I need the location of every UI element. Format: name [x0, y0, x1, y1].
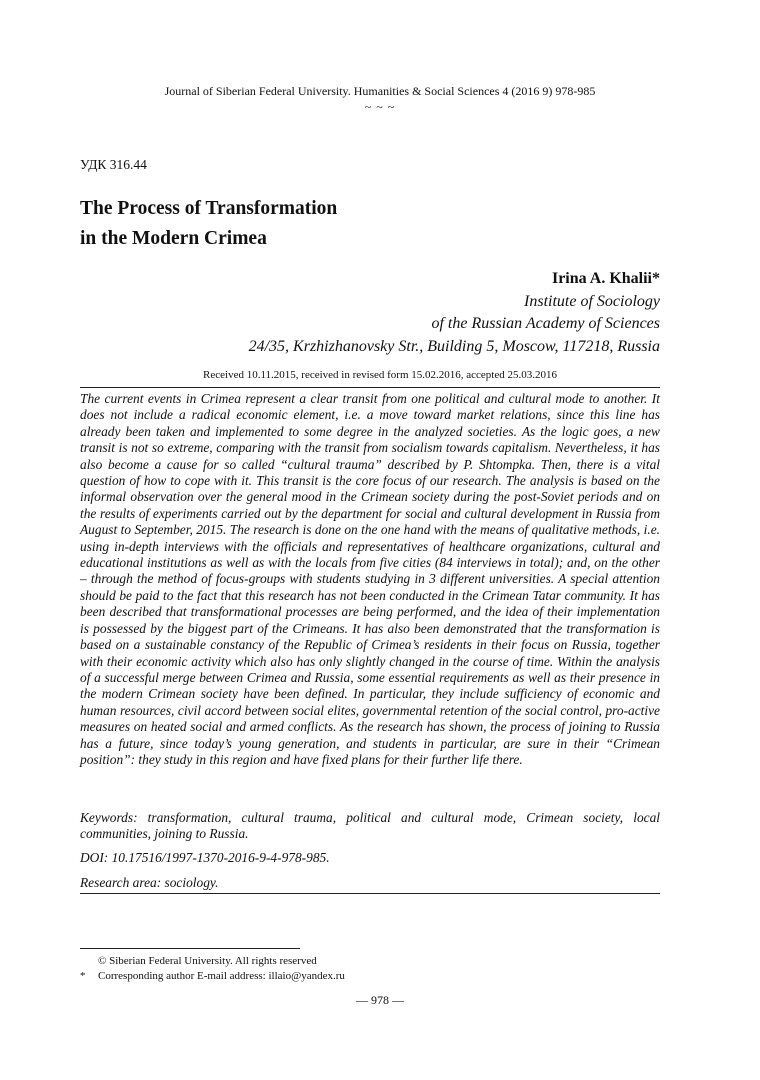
abstract-top-rule [80, 387, 660, 388]
title-line-2: in the Modern Crimea [80, 228, 267, 249]
author-block [249, 268, 660, 358]
abstract-bottom-rule [80, 893, 660, 894]
corresponding-author-note: Corresponding author E-mail address: illaio@yandex.ru [98, 970, 345, 982]
header-ornament: ~ ~ ~ [364, 100, 396, 114]
affiliation-line-1: Institute of Sociology [524, 292, 660, 310]
page-number: ― 978 ― [356, 993, 404, 1007]
article-title [80, 194, 337, 254]
doi: DOI: 10.17516/1997-1370-2016-9-4-978-985. [80, 850, 330, 865]
footnote-rule [80, 948, 300, 949]
copyright-note: © Siberian Federal University. All rights reserved [98, 955, 317, 967]
affiliation-line-2: of the Russian Academy of Sciences [431, 315, 660, 332]
abstract-text: The current events in Crimea represent a clear transit from one political and cultural mode to another. It does not include a radical economic element, i.e. a move toward market relations, since this line has already been taken and implemented to some degree in the analyzed societies. As the logic goes, a new transit is not so extreme, comparing with the transit from socialism towards capitalism. Nevertheless, it has also become a cause for so called “cultural trauma” described by P. Shtompka. Then, there is a vital question of how to cope with it. This transit is the core focus of our research. The analysis is based on the informal observation over the general mood in the Crimean society during the post-Soviet periods and on the results of experiments carried out by the department for social and cultural development in Russia from August to September, 2015. The research is done on the one hand with the means of qualitative methods, i.e. using in-depth interviews with the officials and representatives of healthcare organizations, cultural and educational institutions as well as with the locals from five cities (84 interviews in total); and, on the other – through the method of focus-groups with students studying in 3 different universities. A special attention should be paid to the fact that this research has not been conducted in the Crimean Tatar community. It has been described that transformational processes are being performed, and the idea of their implementation is possessed by the biggest part of the Crimeans. It has also been demonstrated that the transformation is based on a sustainable constancy of the Republic of Crimea’s residents in their focus on Russia, together with their economic activity which also has only slightly changed in the course of time. Within the analysis of a successful merge between Crimea and Russia, some essential requirements as well as their presence in the modern Crimean society have been defined. In particular, they include sufficiency of economic and human resources, civil accord between social elites, governmental retention of the social control, pro-active measures on heated social and armed conflicts. As the research has shown, the process of joining to Russia has a future, since today’s young generation, and students in particular, are sure in their “Crimean position”: they study in this region and have fixed plans for their further life there. [80, 391, 660, 767]
received-dates: Received 10.11.2015, received in revised form 15.02.2016, accepted 25.03.2016 [203, 369, 557, 381]
title-line-1: The Process of Transformation [80, 198, 338, 219]
journal-header: Journal of Siberian Federal University. Humanities & Social Sciences 4 (2016 9) 978-985 [164, 84, 596, 98]
author-name: Irina A. Khalii* [551, 270, 660, 287]
author-address: 24/35, Krzhizhanovsky Str., Building 5, Moscow, 117218, Russia [248, 337, 660, 355]
research-area: Research area: sociology. [80, 875, 219, 890]
keywords: Keywords: transformation, cultural trauma, political and cultural mode, Crimean society, local communities, joining to Russia. [80, 810, 660, 842]
udk-code: УДК 316.44 [80, 157, 147, 172]
footnote-marker: * [80, 970, 86, 982]
